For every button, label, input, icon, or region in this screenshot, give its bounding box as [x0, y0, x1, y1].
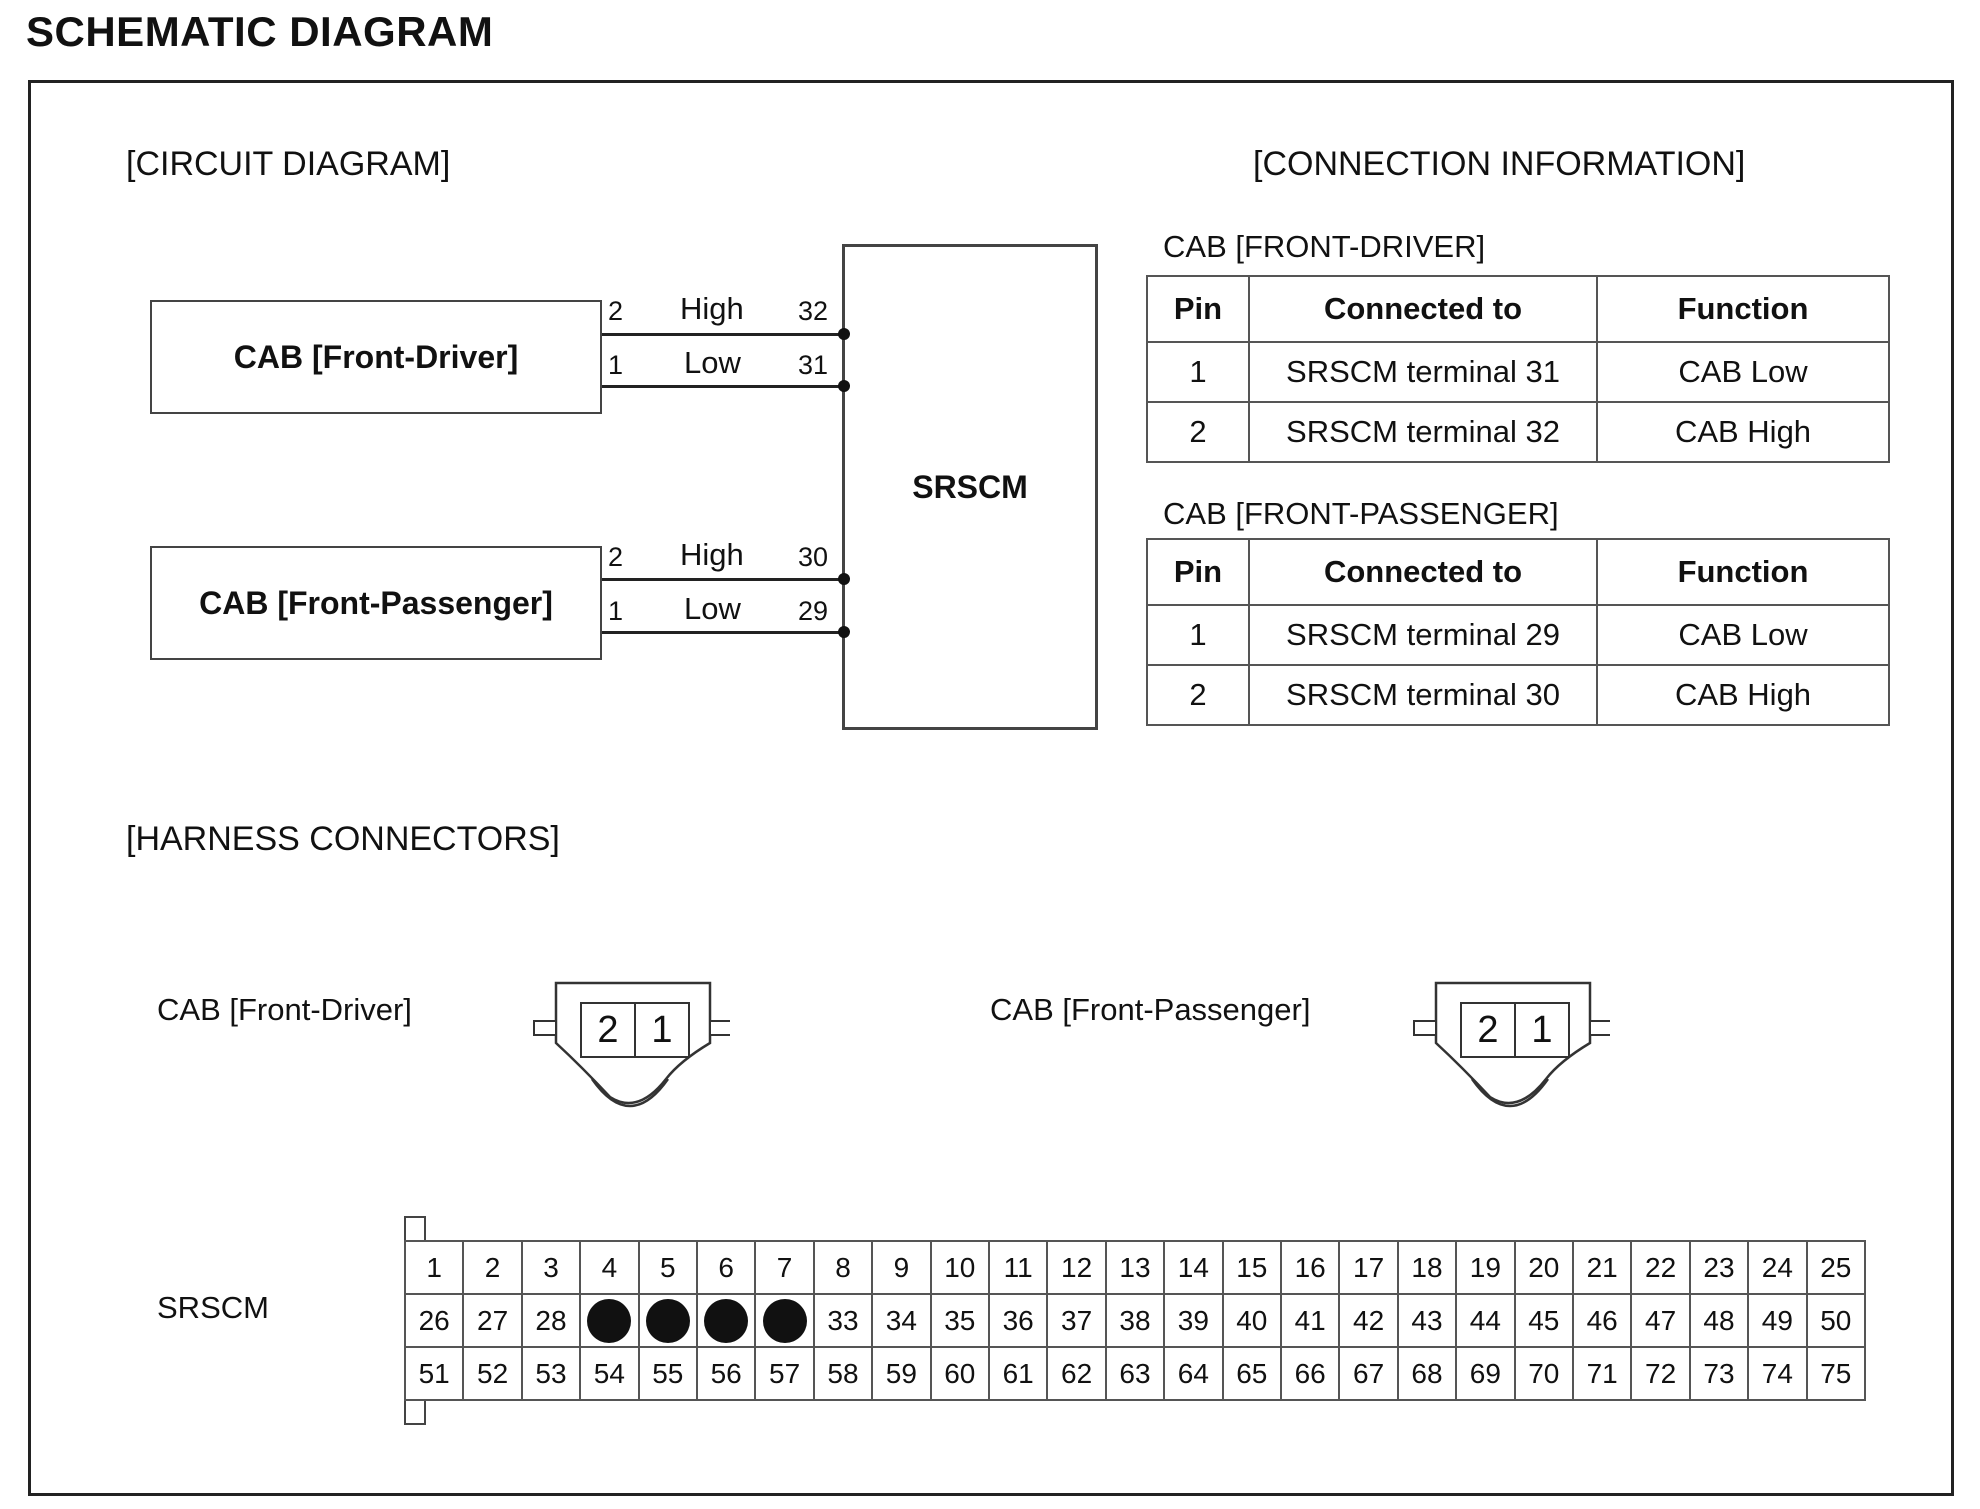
driver-connection-table — [1146, 275, 1890, 463]
table-row — [1147, 665, 1889, 725]
cell-connected-to: SRSCM terminal 29 — [1249, 605, 1597, 665]
cab-front-driver-connector-label: CAB [Front-Driver] — [157, 992, 412, 1027]
srscm-pin-cell: 12 — [1046, 1240, 1106, 1295]
circuit-diagram-heading: [CIRCUIT DIAGRAM] — [126, 145, 451, 183]
srscm-pin-cell: 39 — [1163, 1293, 1223, 1348]
driver-low-cab-pin: 1 — [608, 350, 624, 380]
srscm-pin-cell: 33 — [813, 1293, 873, 1348]
srscm-pin-cell: 51 — [404, 1346, 464, 1401]
srscm-connector-top-latch — [404, 1216, 426, 1242]
cab-front-passenger-block: CAB [Front-Passenger] — [150, 546, 602, 660]
srscm-pin-cell: 35 — [930, 1293, 990, 1348]
driver-low-splice-dot — [838, 380, 850, 392]
srscm-pin-cell: 16 — [1280, 1240, 1340, 1295]
passenger-table-title: CAB [FRONT-PASSENGER] — [1163, 496, 1559, 531]
srscm-pin-cell: 10 — [930, 1240, 990, 1295]
srscm-pin-cell-used — [696, 1293, 756, 1348]
srscm-used-pin-dot — [763, 1299, 807, 1343]
srscm-pin-cell: 75 — [1806, 1346, 1866, 1401]
srscm-connector-label: SRSCM — [157, 1290, 269, 1325]
srscm-pin-cell: 40 — [1222, 1293, 1282, 1348]
srscm-pin-cell: 34 — [871, 1293, 931, 1348]
srscm-pin-cell: 43 — [1397, 1293, 1457, 1348]
srscm-pin-cell: 67 — [1338, 1346, 1398, 1401]
srscm-pin-cell: 60 — [930, 1346, 990, 1401]
cell-connected-to: SRSCM terminal 32 — [1249, 402, 1597, 462]
srscm-pin-cell-used — [638, 1293, 698, 1348]
table-row — [1147, 402, 1889, 462]
srscm-pin-cell: 73 — [1689, 1346, 1749, 1401]
passenger-high-signal: High — [680, 537, 744, 572]
passenger-high-terminal: 30 — [798, 542, 829, 572]
table-header-row — [1147, 539, 1889, 605]
srscm-pin-cell-used — [579, 1293, 639, 1348]
header-pin: Pin — [1147, 276, 1249, 342]
srscm-pin-cell: 3 — [521, 1240, 581, 1295]
driver-high-wire — [602, 333, 846, 336]
srscm-pin-cell: 18 — [1397, 1240, 1457, 1295]
srscm-module-block: SRSCM — [842, 244, 1098, 730]
driver-low-wire — [602, 385, 846, 388]
table-header-row — [1147, 276, 1889, 342]
srscm-pin-cell: 4 — [579, 1240, 639, 1295]
srscm-pin-cell: 48 — [1689, 1293, 1749, 1348]
srscm-pin-cell: 70 — [1514, 1346, 1574, 1401]
srscm-pin-cell: 27 — [462, 1293, 522, 1348]
srscm-pin-cell: 45 — [1514, 1293, 1574, 1348]
srscm-pin-cell: 65 — [1222, 1346, 1282, 1401]
srscm-pin-cell: 22 — [1630, 1240, 1690, 1295]
passenger-low-wire — [602, 631, 846, 634]
header-connected-to: Connected to — [1249, 539, 1597, 605]
srscm-pin-cell: 24 — [1747, 1240, 1807, 1295]
srscm-pin-cell: 56 — [696, 1346, 756, 1401]
srscm-pin-cell: 49 — [1747, 1293, 1807, 1348]
driver-table-title: CAB [FRONT-DRIVER] — [1163, 229, 1486, 264]
cell-function: CAB Low — [1597, 605, 1889, 665]
srscm-pin-cell: 11 — [988, 1240, 1048, 1295]
srscm-pin-cell: 6 — [696, 1240, 756, 1295]
srscm-pin-cell: 71 — [1572, 1346, 1632, 1401]
srscm-pin-cell: 21 — [1572, 1240, 1632, 1295]
driver-high-cab-pin: 2 — [608, 296, 624, 326]
srscm-pin-cell: 37 — [1046, 1293, 1106, 1348]
srscm-pin-cell: 64 — [1163, 1346, 1223, 1401]
srscm-pin-cell: 59 — [871, 1346, 931, 1401]
srscm-pin-cell: 5 — [638, 1240, 698, 1295]
srscm-pin-cell: 46 — [1572, 1293, 1632, 1348]
srscm-pin-cell: 7 — [754, 1240, 814, 1295]
srscm-pin-cell: 66 — [1280, 1346, 1340, 1401]
passenger-high-splice-dot — [838, 573, 850, 585]
srscm-pin-cell: 41 — [1280, 1293, 1340, 1348]
srscm-pin-cell: 42 — [1338, 1293, 1398, 1348]
cab-front-driver-block: CAB [Front-Driver] — [150, 300, 602, 414]
srscm-pin-cell: 19 — [1455, 1240, 1515, 1295]
harness-connectors-heading: [HARNESS CONNECTORS] — [126, 820, 560, 858]
page-title: SCHEMATIC DIAGRAM — [26, 8, 494, 55]
srscm-pin-cell: 25 — [1806, 1240, 1866, 1295]
srscm-pin-cell: 44 — [1455, 1293, 1515, 1348]
passenger-low-terminal: 29 — [798, 596, 829, 626]
srscm-pin-cell: 38 — [1105, 1293, 1165, 1348]
cell-connected-to: SRSCM terminal 31 — [1249, 342, 1597, 402]
passenger-low-splice-dot — [838, 626, 850, 638]
srscm-pin-cell: 8 — [813, 1240, 873, 1295]
cell-function: CAB Low — [1597, 342, 1889, 402]
srscm-pin-cell: 52 — [462, 1346, 522, 1401]
header-connected-to: Connected to — [1249, 276, 1597, 342]
srscm-pin-cell: 1 — [404, 1240, 464, 1295]
srscm-pin-cell: 55 — [638, 1346, 698, 1401]
cell-connected-to: SRSCM terminal 30 — [1249, 665, 1597, 725]
srscm-pin-cell: 54 — [579, 1346, 639, 1401]
srscm-pin-cell: 14 — [1163, 1240, 1223, 1295]
cell-pin: 2 — [1147, 665, 1249, 725]
srscm-pin-cell: 50 — [1806, 1293, 1866, 1348]
cab-front-driver-cavity: 1 — [634, 1002, 690, 1058]
srscm-pin-cell: 17 — [1338, 1240, 1398, 1295]
srscm-pin-cell: 74 — [1747, 1346, 1807, 1401]
passenger-high-cab-pin: 2 — [608, 542, 624, 572]
srscm-pin-cell: 57 — [754, 1346, 814, 1401]
cell-pin: 1 — [1147, 342, 1249, 402]
srscm-pin-cell: 23 — [1689, 1240, 1749, 1295]
srscm-connector-bottom-latch — [404, 1399, 426, 1425]
driver-low-signal: Low — [684, 345, 741, 380]
connection-info-heading: [CONNECTION INFORMATION] — [1253, 145, 1746, 183]
driver-high-terminal: 32 — [798, 296, 829, 326]
srscm-pin-cell: 68 — [1397, 1346, 1457, 1401]
srscm-pin-cell: 58 — [813, 1346, 873, 1401]
cell-function: CAB High — [1597, 665, 1889, 725]
srscm-pin-cell: 72 — [1630, 1346, 1690, 1401]
header-function: Function — [1597, 539, 1889, 605]
cab-front-passenger-cavity: 2 — [1460, 1002, 1516, 1058]
srscm-pin-cell: 15 — [1222, 1240, 1282, 1295]
srscm-pin-cell: 20 — [1514, 1240, 1574, 1295]
header-function: Function — [1597, 276, 1889, 342]
srscm-pin-cell: 36 — [988, 1293, 1048, 1348]
srscm-pin-cell-used — [754, 1293, 814, 1348]
srscm-pin-cell: 61 — [988, 1346, 1048, 1401]
srscm-pin-cell: 2 — [462, 1240, 522, 1295]
cell-pin: 1 — [1147, 605, 1249, 665]
cab-front-driver-cavity: 2 — [580, 1002, 636, 1058]
srscm-pin-cell: 9 — [871, 1240, 931, 1295]
cell-function: CAB High — [1597, 402, 1889, 462]
srscm-pin-cell: 26 — [404, 1293, 464, 1348]
srscm-pin-cell: 13 — [1105, 1240, 1165, 1295]
passenger-low-cab-pin: 1 — [608, 596, 624, 626]
srscm-pin-cell: 53 — [521, 1346, 581, 1401]
driver-high-signal: High — [680, 291, 744, 326]
driver-low-terminal: 31 — [798, 350, 829, 380]
srscm-pin-cell: 69 — [1455, 1346, 1515, 1401]
table-row — [1147, 605, 1889, 665]
srscm-used-pin-dot — [587, 1299, 631, 1343]
passenger-connection-table — [1146, 538, 1890, 726]
srscm-used-pin-dot — [646, 1299, 690, 1343]
srscm-pin-cell: 28 — [521, 1293, 581, 1348]
cab-front-passenger-connector-label: CAB [Front-Passenger] — [990, 992, 1311, 1027]
srscm-connector-pin-grid — [404, 1240, 1864, 1399]
srscm-pin-cell: 63 — [1105, 1346, 1165, 1401]
srscm-pin-cell: 62 — [1046, 1346, 1106, 1401]
header-pin: Pin — [1147, 539, 1249, 605]
cell-pin: 2 — [1147, 402, 1249, 462]
srscm-used-pin-dot — [704, 1299, 748, 1343]
passenger-low-signal: Low — [684, 591, 741, 626]
driver-high-splice-dot — [838, 328, 850, 340]
passenger-high-wire — [602, 578, 846, 581]
cab-front-passenger-cavity: 1 — [1514, 1002, 1570, 1058]
table-row — [1147, 342, 1889, 402]
srscm-pin-cell: 47 — [1630, 1293, 1690, 1348]
